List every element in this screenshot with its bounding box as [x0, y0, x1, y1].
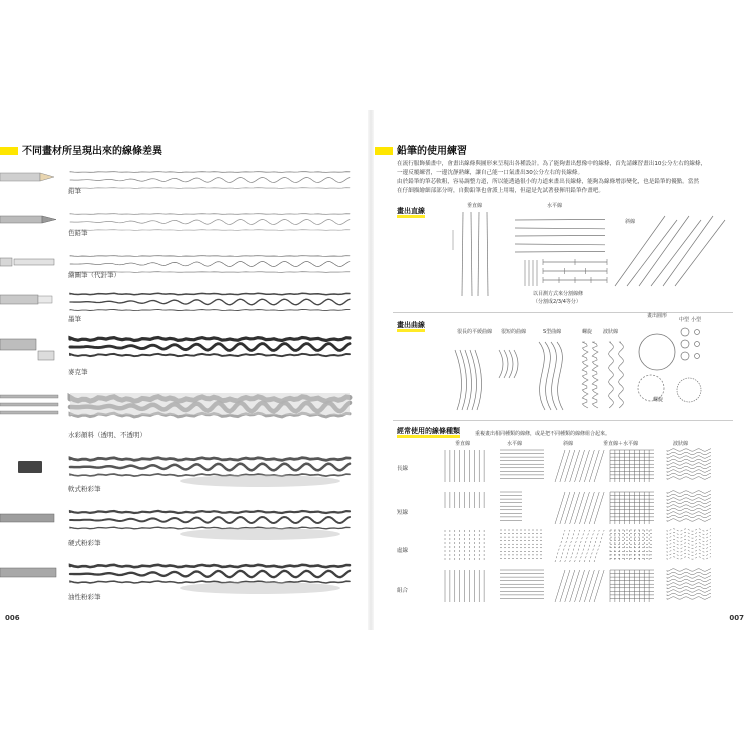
right-page — [375, 120, 750, 620]
page-number-left: 006 — [5, 614, 20, 622]
hatch-line — [560, 492, 570, 524]
col-vertical: 垂直線 — [455, 441, 471, 447]
hatch-line — [579, 450, 589, 482]
short-curve — [514, 350, 518, 378]
hatch-wavy-line — [667, 459, 711, 462]
hatching-heading: 經常使用的線條種類 — [397, 427, 460, 435]
drawing-tools-illustration — [0, 120, 370, 620]
watercolor-wash — [70, 393, 350, 415]
tool-label-watercolor: 水彩顏料（透明、不透明） — [68, 431, 146, 439]
row-short: 短線 — [397, 510, 409, 516]
left-section-title: 不同畫材所呈現出來的線條差異 — [0, 142, 162, 157]
diagonal-practice-line — [651, 220, 701, 286]
straight-lines-heading: 畫出直線 — [397, 207, 425, 215]
hatch-wavy-line — [667, 590, 711, 593]
diagonal-practice-line — [627, 220, 677, 286]
hatch-line — [589, 530, 599, 562]
vertical-practice-line — [478, 212, 479, 296]
hatch-wavy-line — [667, 586, 711, 589]
hatch-wavy-line — [667, 579, 711, 582]
tool-label-drawing-pen: 繪圖筆（代針筆） — [68, 271, 120, 279]
hatch-line — [570, 530, 580, 562]
label-vertical: 垂直線 — [467, 203, 483, 209]
hatch-wavy-line — [667, 477, 711, 480]
wavy-curve — [619, 342, 624, 408]
hatch-line — [565, 530, 575, 562]
col-grid: 垂直線＋水平線 — [603, 441, 639, 447]
row-dashed: 虛線 — [397, 548, 409, 554]
hatch-wavy-line — [667, 473, 711, 476]
hatch-wavy-line — [667, 508, 711, 511]
hatch-line — [565, 450, 575, 482]
pastel-smudge — [180, 582, 340, 594]
label-small: 小型 — [691, 317, 702, 323]
colored-pencil-icon — [0, 216, 42, 223]
hard-pastel-icon — [0, 514, 54, 522]
hatch-wavy-line — [667, 505, 711, 508]
stroke-wavy — [70, 344, 350, 351]
hatch-line — [589, 450, 599, 482]
stroke-thin — [70, 188, 350, 189]
intro-line: 在流行服飾插畫中，會畫出線條與圖形來呈現出各種設計。為了能夠畫出想像中的線條，首先請練習畫出10公分左右的線條， — [397, 161, 707, 167]
stroke-straight — [70, 565, 350, 567]
medium-circle — [681, 352, 689, 360]
page-number-right: 007 — [729, 614, 744, 622]
short-curve — [499, 350, 503, 378]
hatch-wavy-line — [667, 583, 711, 586]
diagonal-practice-line — [639, 216, 689, 286]
hatch-wavy-line — [667, 597, 711, 600]
col-horizontal: 水平線 — [507, 441, 523, 447]
hatch-line — [555, 450, 565, 482]
hatch-wavy-line — [667, 452, 711, 455]
hatch-wavy-line — [667, 449, 711, 452]
pastel-smudge — [180, 528, 340, 540]
hatch-wavy-line — [667, 543, 711, 546]
s-curve — [545, 342, 551, 410]
hatch-line — [555, 570, 565, 602]
tool-label-oil-pastel: 油性粉彩筆 — [68, 593, 101, 601]
stroke-wavy — [70, 299, 350, 305]
tool-label-soft-pastel: 軟式粉彩筆 — [68, 485, 101, 493]
brush-pen-cap-icon — [38, 296, 52, 303]
stroke-thin — [70, 230, 350, 231]
tool-label-marker: 麥克筆 — [68, 368, 88, 376]
vertical-practice-line — [462, 212, 463, 296]
stroke-thin — [70, 309, 350, 310]
label-short-curve: 很短的曲線 — [501, 329, 527, 335]
short-curve — [509, 350, 513, 378]
label-draw-circle: 畫出圓形 — [647, 313, 668, 319]
small-circle — [695, 330, 700, 335]
right-section-title: 鉛筆的使用練習 — [375, 142, 467, 157]
stroke-straight — [70, 458, 350, 461]
hatch-line — [584, 492, 594, 524]
hatch-line — [555, 530, 565, 562]
spiral-line — [582, 342, 588, 408]
hatch-line — [594, 570, 604, 602]
hatch-line — [594, 450, 604, 482]
col-diagonal: 斜線 — [563, 441, 574, 447]
stroke-straight — [70, 293, 350, 294]
stroke-wavy — [70, 262, 350, 267]
pastel-smudge — [180, 475, 340, 487]
hatch-line — [584, 570, 594, 602]
hatch-wavy-line — [667, 539, 711, 542]
hatch-wavy-line — [667, 519, 711, 522]
marker-icon — [0, 339, 36, 350]
hatch-wavy-line — [667, 515, 711, 518]
label-spiral-circle: 螺旋 — [653, 397, 664, 403]
hatch-line — [589, 492, 599, 524]
soft-pastel-icon — [18, 461, 42, 473]
hatch-wavy-line — [667, 463, 711, 466]
hatch-wavy-line — [667, 572, 711, 575]
vertical-practice-line — [487, 212, 488, 296]
stroke-thin — [70, 581, 350, 583]
hatch-wavy-line — [667, 532, 711, 535]
watercolor-brush-icon — [0, 411, 58, 414]
horizontal-practice-line — [515, 251, 605, 252]
hatch-wavy-line — [667, 550, 711, 553]
tool-label-brush-pen: 墨筆 — [68, 315, 81, 323]
spiral-circle — [677, 378, 701, 402]
stroke-wavy — [70, 178, 350, 183]
stroke-thin — [70, 354, 350, 356]
colored-pencil-tip-icon — [42, 216, 56, 223]
tool-label-hard-pastel: 硬式粉彩筆 — [68, 539, 101, 547]
medium-circle — [681, 328, 689, 336]
hatch-wavy-line — [667, 501, 711, 504]
s-curve — [539, 342, 545, 410]
hatch-wavy-line — [667, 491, 711, 494]
long-curve — [460, 350, 467, 410]
hatch-line — [589, 570, 599, 602]
divider — [393, 312, 733, 313]
hatch-wavy-line — [667, 494, 711, 497]
divider — [393, 420, 733, 421]
horizontal-practice-line — [515, 244, 605, 245]
hatch-line — [579, 570, 589, 602]
pencil-icon — [0, 173, 40, 181]
hatch-line — [560, 450, 570, 482]
spiral-line — [592, 342, 598, 408]
hatch-wavy-line — [667, 470, 711, 473]
divide-caption-2: （分割成2/3/4等分） — [533, 299, 581, 305]
diagonal-practice-line — [663, 216, 713, 286]
label-wavy: 波狀線 — [603, 329, 619, 335]
short-curve — [504, 350, 508, 378]
hatch-wavy-line — [667, 576, 711, 579]
large-circle — [639, 334, 675, 370]
pen-body-icon — [0, 258, 12, 266]
hatch-wavy-line — [667, 529, 711, 532]
hatch-line — [570, 570, 580, 602]
long-curve — [465, 350, 472, 410]
label-horizontal: 水平線 — [547, 203, 563, 209]
horizontal-practice-line — [515, 235, 605, 236]
small-circle — [695, 342, 700, 347]
watercolor-brush-icon — [0, 395, 58, 398]
hatch-wavy-line — [667, 466, 711, 469]
hatch-line — [579, 530, 589, 562]
hatch-line — [575, 492, 585, 524]
col-wavy: 波狀線 — [673, 441, 689, 447]
long-curve — [455, 350, 462, 410]
hatch-line — [565, 492, 575, 524]
hatch-wavy-line — [667, 456, 711, 459]
hatch-wavy-line — [667, 593, 711, 596]
intro-line: 由於鉛筆的筆芯軟粗，容易調整力道，所以能透過很小的力道來畫出長線條，能夠為線條增添變化，也是鉛筆的優點。當然 — [397, 179, 700, 185]
stroke-thin — [70, 527, 350, 529]
horizontal-practice-line — [515, 219, 605, 220]
horizontal-practice-line — [515, 228, 605, 229]
divide-caption-1: 以目測方式來分割線條 — [533, 291, 584, 297]
brush-pen-icon — [0, 295, 38, 304]
medium-circle — [681, 340, 689, 348]
tool-label-colored-pencil: 色鉛筆 — [68, 229, 88, 237]
left-page — [0, 120, 370, 620]
long-curve — [470, 350, 477, 410]
pen-cap-icon — [14, 259, 54, 265]
hatch-line — [575, 450, 585, 482]
hatch-line — [560, 570, 570, 602]
stroke-straight — [70, 338, 350, 341]
hatch-line — [570, 450, 580, 482]
stroke-wavy — [70, 220, 350, 225]
label-s-curve: S型曲線 — [543, 329, 562, 335]
diagonal-practice-line — [675, 220, 725, 286]
hatch-line — [594, 530, 604, 562]
marker-cap-icon — [38, 351, 54, 360]
s-curve — [551, 342, 557, 410]
hatch-wavy-line — [667, 498, 711, 501]
hatch-line — [555, 492, 565, 524]
hatch-wavy-line — [667, 553, 711, 556]
stroke-straight — [70, 172, 350, 173]
label-spiral: 螺旋 — [582, 329, 593, 335]
stroke-wavy — [70, 571, 350, 577]
wavy-curve — [609, 342, 614, 408]
label-medium: 中型 — [679, 317, 690, 323]
hatch-wavy-line — [667, 557, 711, 560]
label-diagonal: 斜線 — [625, 219, 636, 225]
stroke-straight — [70, 256, 350, 257]
curves-heading: 畫出曲線 — [397, 321, 425, 329]
hatch-wavy-line — [667, 569, 711, 572]
hatch-wavy-line — [667, 546, 711, 549]
stroke-straight — [70, 214, 350, 215]
hatch-line — [560, 530, 570, 562]
hatch-line — [584, 450, 594, 482]
hatch-line — [565, 570, 575, 602]
hatch-line — [594, 492, 604, 524]
practice-illustrations — [375, 120, 750, 620]
intro-line: 一邊反覆練習，一邊沈靜熟練，讓自己能一口氣畫出30公分左右的長線條。 — [397, 170, 584, 176]
small-circle — [695, 354, 700, 359]
hatch-wavy-line — [667, 536, 711, 539]
hatch-line — [575, 570, 585, 602]
stroke-wavy — [70, 517, 350, 523]
stroke-straight — [70, 511, 350, 513]
hatch-line — [584, 530, 594, 562]
tool-label-pencil: 鉛筆 — [68, 187, 81, 195]
row-combined: 組合 — [397, 588, 409, 594]
watercolor-brush-icon — [0, 403, 58, 406]
hatch-line — [579, 492, 589, 524]
hatch-line — [575, 530, 585, 562]
s-curve — [557, 342, 563, 410]
row-long: 長線 — [397, 466, 409, 472]
label-long-curve: 很長的平緩曲線 — [457, 329, 493, 335]
oil-pastel-icon — [0, 568, 56, 577]
intro-line: 在仔細描繪細部部分時，自動鉛筆也會派上用場，但還是先試著發揮用鉛筆作畫吧。 — [397, 188, 604, 194]
pencil-tip-icon — [40, 173, 54, 181]
hatch-line — [570, 492, 580, 524]
stroke-thin — [70, 474, 350, 476]
vertical-practice-line — [471, 212, 472, 296]
long-curve — [475, 350, 482, 410]
diagonal-practice-line — [615, 216, 665, 286]
hatching-note: 重複畫出相同種類的線條，或是把不同種類的線條組合起來。 — [475, 431, 611, 437]
hatch-wavy-line — [667, 512, 711, 515]
stroke-wavy — [70, 464, 350, 471]
